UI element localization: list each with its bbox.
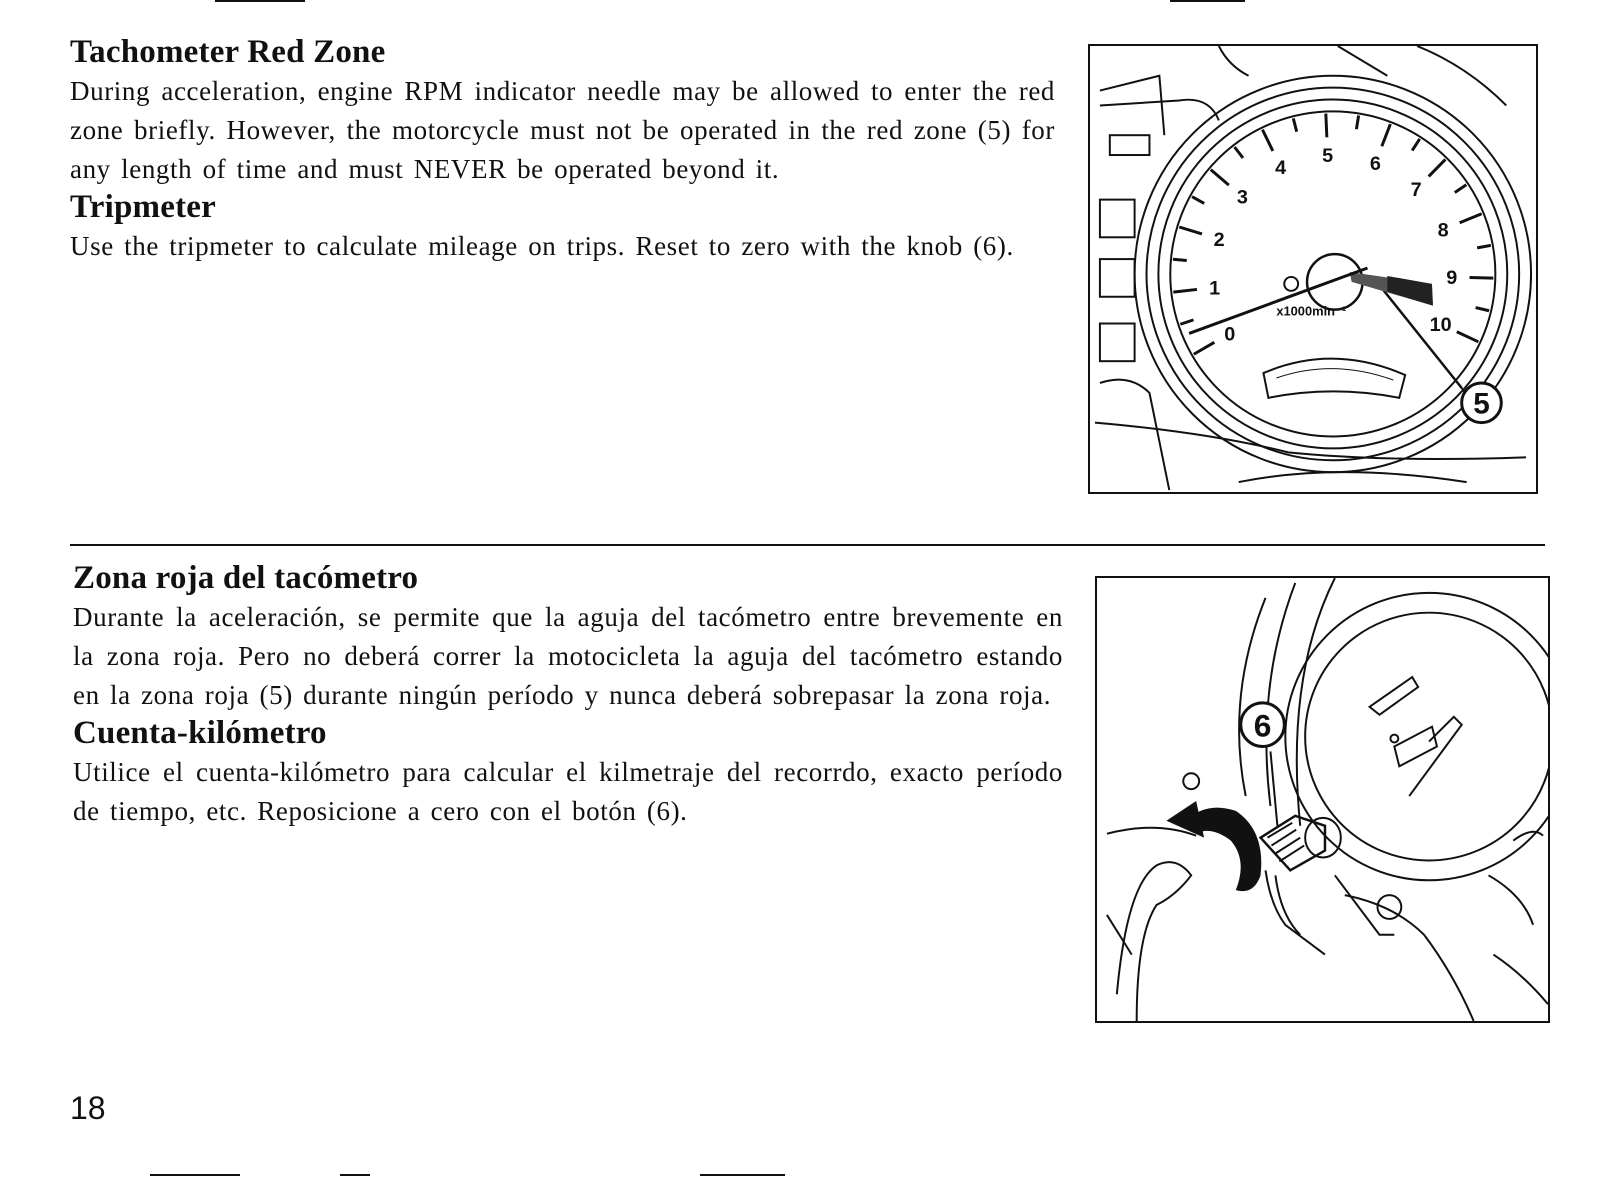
tach-tick [1470, 278, 1494, 279]
top-edge-mark [1170, 0, 1245, 2]
tach-dial-number: 7 [1410, 179, 1422, 202]
paragraph-zona-roja: Durante la aceleración, se permite que la aguja del tacómetro entre brevemente en la zona roja. Pero no deberá correr la motocicleta la aguja del tacómetro estando en la zona roja (5) durante ningún período y nunca deberá sobrepasar la zona roja. [73, 602, 1063, 710]
tach-tick [1412, 139, 1420, 151]
tach-tick [1455, 185, 1467, 193]
tach-tick [1476, 308, 1490, 311]
section-divider [70, 544, 1545, 546]
spanish-section [73, 558, 1063, 831]
tach-dial-number: 1 [1209, 277, 1221, 300]
tach-dial-number: 6 [1369, 152, 1381, 175]
tach-tick [1194, 342, 1215, 354]
tachometer-illustration [1088, 44, 1538, 494]
tach-dial-number: 3 [1236, 186, 1248, 209]
page-number: 18 [70, 1090, 106, 1126]
top-edge-mark [215, 0, 305, 2]
tach-tick [1179, 227, 1202, 234]
callout-label-5: 5 [1473, 387, 1490, 421]
section-title-tripmeter: Tripmeter [70, 189, 216, 225]
tach-dial-number: 4 [1275, 156, 1287, 179]
tach-dial-number: 8 [1437, 219, 1449, 242]
bottom-edge-mark [150, 1174, 240, 1176]
tach-tick [1180, 320, 1193, 324]
tach-dial-number: 10 [1429, 314, 1452, 337]
tach-dial-number: 0 [1224, 323, 1236, 346]
section-title-zona-roja: Zona roja del tacómetro [73, 560, 419, 596]
tach-tick [1262, 130, 1272, 151]
tach-tick [1235, 147, 1243, 158]
tach-dial-number: 9 [1446, 267, 1458, 290]
tachometer-drawing [1090, 46, 1536, 492]
tach-tick [1326, 114, 1327, 138]
reset-knob-illustration [1095, 576, 1550, 1023]
tach-tick [1477, 245, 1491, 247]
section-title-tachometer-red-zone: Tachometer Red Zone [70, 34, 386, 70]
paragraph-cuenta-kilometro: Utilice el cuenta-kilómetro para calcular el kilmetraje del recorrdo, exacto período de tiempo, etc. Reposicione a cero con el botón (6). [73, 757, 1063, 826]
tach-tick [1356, 115, 1358, 129]
paragraph-red-zone: During acceleration, engine RPM indicator needle may be allowed to enter the red zone briefly. However, the motorcycle must not be operated in the red zone (5) for any length of time and must NEVER be operated beyond it. [70, 76, 1055, 184]
tach-tick [1192, 197, 1204, 204]
bottom-edge-mark [700, 1174, 785, 1176]
tach-tick [1460, 214, 1482, 223]
tach-tick [1173, 259, 1187, 260]
tach-tick [1429, 159, 1446, 176]
section-title-cuenta-kilometro: Cuenta-kilómetro [73, 715, 327, 751]
tach-tick [1293, 118, 1296, 131]
callout-label-6: 6 [1253, 707, 1272, 744]
tach-unit-label: x1000min⁻¹ [1276, 303, 1347, 319]
reset-knob-drawing [1097, 578, 1548, 1021]
tach-tick [1457, 332, 1479, 342]
tach-dial-number: 2 [1213, 229, 1225, 252]
tach-tick [1173, 289, 1197, 292]
tach-tick [1382, 124, 1391, 146]
bottom-edge-mark [340, 1174, 370, 1176]
tach-tick [1211, 170, 1229, 185]
english-section [70, 32, 1055, 266]
tach-dial-number: 5 [1322, 145, 1334, 168]
paragraph-tripmeter: Use the tripmeter to calculate mileage on trips. Reset to zero with the knob (6). [70, 231, 1014, 261]
